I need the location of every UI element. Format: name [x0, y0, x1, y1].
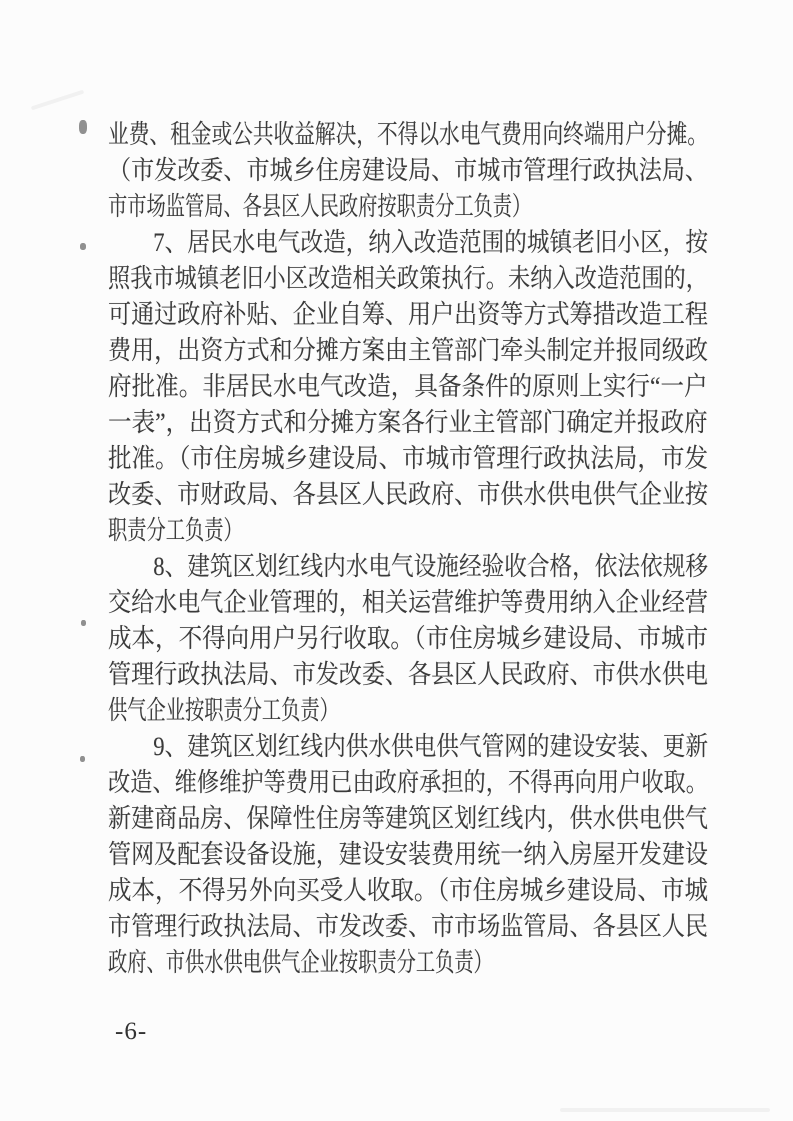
text-line: 交给水电气企业管理的，相关运营维护等费用纳入企业经营 — [108, 588, 709, 617]
text-line: 改造、维修维护等费用已由政府承担的，不得再向用户收取。 — [108, 768, 709, 797]
scan-artifact — [80, 756, 85, 762]
text-line: 可通过政府补贴、企业自筹、用户出资等方式筹措改造工程 — [108, 300, 709, 329]
text-line: 管理行政执法局、市发改委、各县区人民政府、市供水供电 — [108, 660, 709, 689]
text-line: 市管理行政执法局、市发改委、市市场监管局、各县区人民 — [108, 912, 709, 941]
text-line: 供气企业按职责分工负责） — [108, 696, 339, 725]
text-line: 成本，不得向用户另行收取。（市住房城乡建设局、市城市 — [108, 624, 709, 653]
text-line: 改委、市财政局、各县区人民政府、市供水供电供气企业按 — [108, 480, 709, 509]
text-line: 职责分工负责） — [108, 516, 243, 545]
text-line: 市市场监管局、各县区人民政府按职责分工负责） — [108, 192, 532, 221]
scan-artifact — [560, 1108, 770, 1112]
text-line: 成本，不得另外向买受人收取。（市住房城乡建设局、市城 — [108, 876, 709, 905]
text-line: 府批准。非居民水电气改造，具备条件的原则上实行“一户 — [108, 372, 708, 401]
text-line: 9、建筑区划红线内供水供电供气管网的建设安装、更新 — [153, 732, 709, 761]
text-line: 8、建筑区划红线内水电气设施经验收合格，依法依规移 — [153, 552, 709, 581]
text-line: 费用，出资方式和分摊方案由主管部门牵头制定并报同级政 — [108, 336, 709, 365]
scan-artifact — [80, 243, 86, 250]
text-line: 业费、租金或公共收益解决，不得以水电气费用向终端用户分摊。 — [108, 120, 709, 149]
page-number: -6- — [115, 1018, 148, 1045]
text-line: 7、居民水电气改造，纳入改造范围的城镇老旧小区，按 — [153, 228, 709, 257]
text-line: 政府、市供水供电供气企业按职责分工负责） — [108, 948, 493, 977]
document-body — [108, 117, 708, 981]
text-line: 一表”，出资方式和分摊方案各行业主管部门确定并报政府 — [108, 408, 708, 437]
text-line: 新建商品房、保障性住房等建筑区划红线内，供水供电供气 — [108, 804, 709, 833]
scan-artifact — [31, 90, 85, 111]
text-line: （市发改委、市城乡住房建设局、市城市管理行政执法局、 — [108, 156, 709, 185]
text-line: 管网及配套设备设施，建设安装费用统一纳入房屋开发建设 — [108, 840, 709, 869]
text-line: 照我市城镇老旧小区改造相关政策执行。未纳入改造范围的， — [108, 264, 709, 293]
scan-artifact — [81, 620, 86, 626]
text-line: 批准。（市住房城乡建设局、市城市管理行政执法局，市发 — [108, 444, 709, 473]
scan-artifact — [79, 120, 87, 134]
